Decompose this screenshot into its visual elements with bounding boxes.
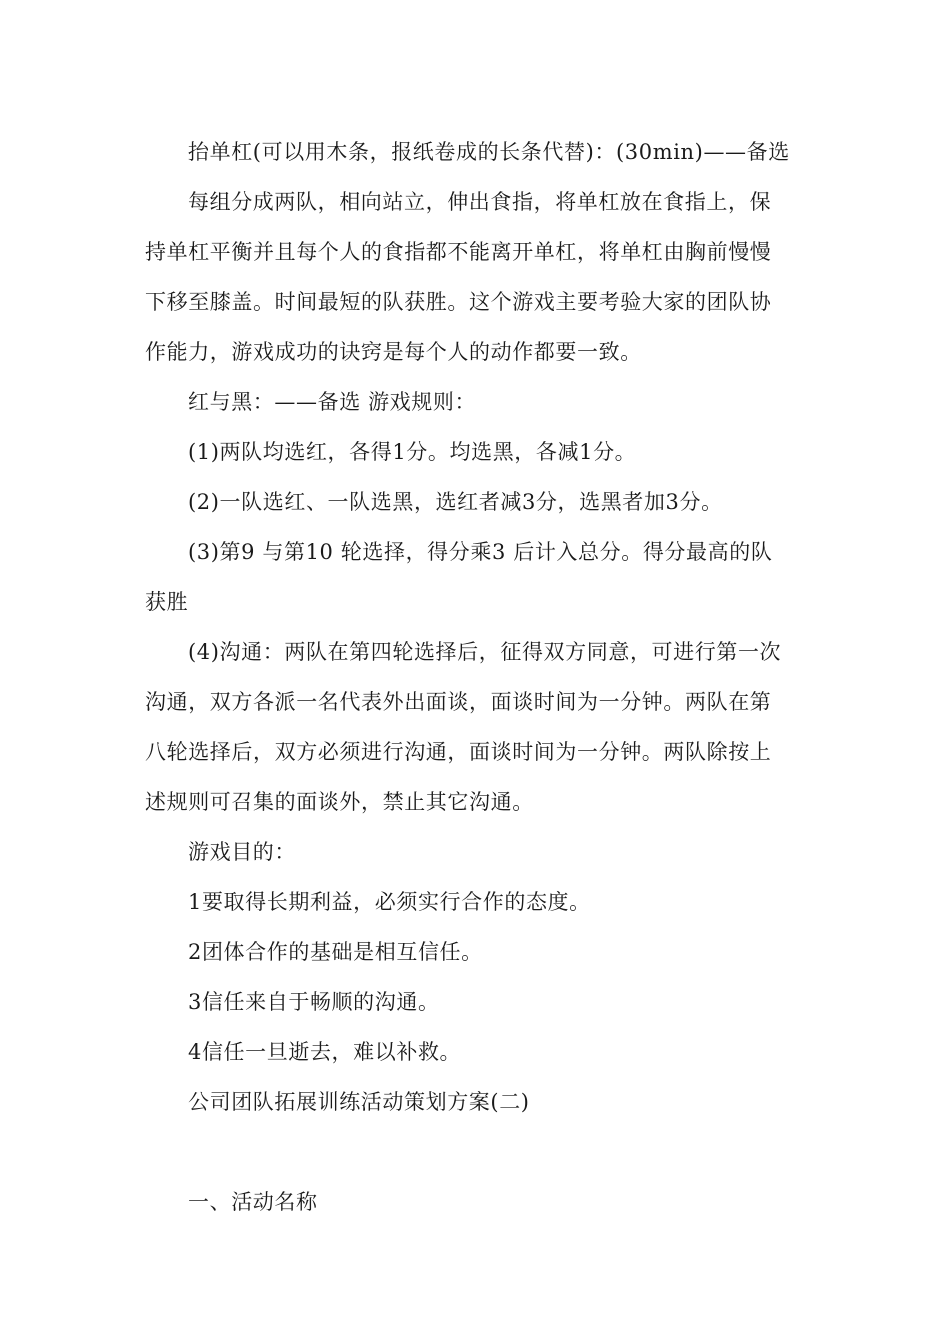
paragraph-line: 作能力，游戏成功的诀窍是每个人的动作都要一致。 — [145, 340, 642, 364]
rule-item: (3)第9 与第10 轮选择，得分乘3 后计入总分。得分最高的队 — [188, 540, 773, 564]
purpose-item: 1要取得长期利益，必须实行合作的态度。 — [188, 890, 591, 914]
rule-item: (2)一队选红、一队选黑，选红者减3分，选黑者加3分。 — [188, 490, 723, 514]
paragraph-line: 下移至膝盖。时间最短的队获胜。这个游戏主要考验大家的团队协 — [145, 290, 772, 314]
rule-item: (1)两队均选红，各得1分。均选黑，各减1分。 — [188, 440, 637, 464]
purpose-item: 2团体合作的基础是相互信任。 — [188, 940, 483, 964]
dan-gang-heading: 抬单杠(可以用木条，报纸卷成的长条代替)：(30min)——备选 — [188, 140, 790, 164]
rule-item-continuation: 八轮选择后，双方必须进行沟通，面谈时间为一分钟。两队除按上 — [145, 740, 772, 764]
purpose-item: 3信任来自于畅顺的沟通。 — [188, 990, 440, 1014]
plan-two-title: 公司团队拓展训练活动策划方案(二) — [188, 1090, 530, 1114]
purpose-item: 4信任一旦逝去，难以补救。 — [188, 1040, 462, 1064]
hong-hei-heading: 红与黑：——备选 游戏规则： — [188, 390, 477, 414]
purpose-heading: 游戏目的： — [188, 840, 296, 864]
rule-item: (4)沟通：两队在第四轮选择后，征得双方同意，可进行第一次 — [188, 640, 782, 664]
paragraph-line: 持单杠平衡并且每个人的食指都不能离开单杠，将单杠由胸前慢慢 — [145, 240, 772, 264]
rule-item-continuation: 述规则可召集的面谈外，禁止其它沟通。 — [145, 790, 534, 814]
paragraph-line: 每组分成两队，相向站立，伸出食指，将单杠放在食指上，保 — [188, 190, 772, 214]
rule-item-continuation: 沟通，双方各派一名代表外出面谈，面谈时间为一分钟。两队在第 — [145, 690, 772, 714]
activity-name-heading: 一、活动名称 — [188, 1190, 318, 1214]
rule-item-continuation: 获胜 — [145, 590, 189, 614]
